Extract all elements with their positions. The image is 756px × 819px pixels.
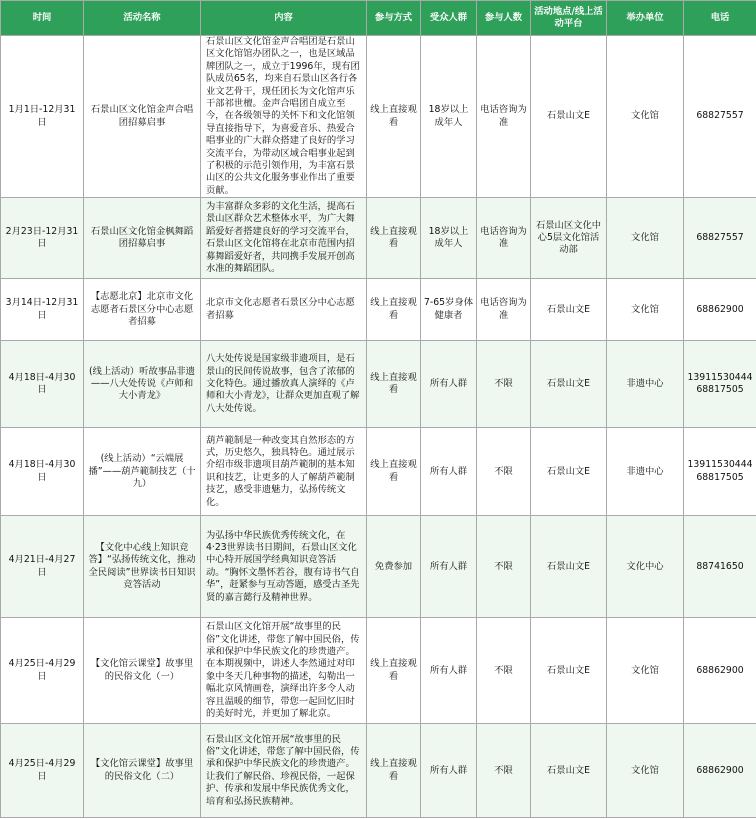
table-row xyxy=(1,724,756,818)
cell-participant-count: 不限 xyxy=(477,428,531,516)
cell-time: 4月18日-4月30日 xyxy=(1,341,84,428)
cell-content: 八大处传说是国家级非遗项目，是石景山的民间传说故事，包含了浓郁的文化特色。通过播放真人演绎的《卢师和大小青龙》，让群众更加直观了解八大处传说。 xyxy=(201,341,367,428)
cell-participation-method: 线上直接观看 xyxy=(367,279,421,341)
cell-location-platform: 石景山文E xyxy=(531,516,607,618)
cell-organizer: 文化馆 xyxy=(607,198,684,279)
cell-time: 2月23日-12月31日 xyxy=(1,198,84,279)
cell-activity-name: (线上活动）“云端展播”——葫芦範制技艺（十九） xyxy=(84,428,201,516)
cell-participant-count: 电话咨询为准 xyxy=(477,198,531,279)
cell-participation-method: 线上直接观看 xyxy=(367,618,421,724)
cell-location-platform: 石景山文E xyxy=(531,279,607,341)
cell-participation-method: 线上直接观看 xyxy=(367,36,421,198)
table-row xyxy=(1,618,756,724)
cell-time: 4月18日-4月30日 xyxy=(1,428,84,516)
cell-activity-name: 【文化中心线上知识竞答】“弘扬传统文化，推动全民阅读”世界读书日知识竞答活动 xyxy=(84,516,201,618)
cell-time: 4月21日-4月27日 xyxy=(1,516,84,618)
table-row xyxy=(1,279,756,341)
header-content: 内容 xyxy=(201,1,367,36)
table-row xyxy=(1,516,756,618)
cell-location-platform: 石景山文E xyxy=(531,341,607,428)
cell-content: 为弘扬中华民族优秀传统文化，在4·23世界读书日期间，石景山区文化中心特开展国学经典知识竞答活动。“胸怀文墨怀若谷，腹有诗书气自华”，赶紧参与互动答题，感受古圣先贤的嘉言懿行及精神世界。 xyxy=(201,516,367,618)
cell-location-platform: 石景山文E xyxy=(531,428,607,516)
header-organizer: 举办单位 xyxy=(607,1,684,36)
table-row xyxy=(1,428,756,516)
table-header-row xyxy=(1,1,756,36)
cell-audience: 所有人群 xyxy=(421,724,477,818)
cell-phone: 13911530444 68817505 xyxy=(684,428,756,516)
header-participation-method: 参与方式 xyxy=(367,1,421,36)
cell-content: 葫芦範制是一种改变其自然形态的方式，历史悠久，独具特色。通过展示介绍市级非遗项目葫芦範制的基本知识和技艺，让更多的人了解葫芦範制技艺，感受非遗魅力，弘扬传统文化。 xyxy=(201,428,367,516)
cell-organizer: 非遗中心 xyxy=(607,341,684,428)
cell-participant-count: 不限 xyxy=(477,724,531,818)
cell-phone: 68827557 xyxy=(684,198,756,279)
cell-activity-name: 【文化馆云课堂】故事里的民俗文化（一） xyxy=(84,618,201,724)
cell-activity-name: 石景山区文化馆金声合唱团招募启事 xyxy=(84,36,201,198)
cell-organizer: 文化馆 xyxy=(607,724,684,818)
cell-location-platform: 石景山文E xyxy=(531,36,607,198)
cell-phone: 13911530444 68817505 xyxy=(684,341,756,428)
cell-location-platform: 石景山文E xyxy=(531,724,607,818)
cell-audience: 所有人群 xyxy=(421,341,477,428)
cell-organizer: 文化中心 xyxy=(607,516,684,618)
cell-audience: 18岁以上成年人 xyxy=(421,198,477,279)
cell-phone: 68862900 xyxy=(684,279,756,341)
header-time: 时间 xyxy=(1,1,84,36)
cell-participation-method: 线上直接观看 xyxy=(367,198,421,279)
cell-participant-count: 电话咨询为准 xyxy=(477,36,531,198)
cell-time: 4月25日-4月29日 xyxy=(1,618,84,724)
header-participant-count: 参与人数 xyxy=(477,1,531,36)
cell-participation-method: 线上直接观看 xyxy=(367,428,421,516)
cell-content: 石景山区文化馆金声合唱团是石景山区文化馆馆办团队之一，也是区域品牌团队之一，成立于1996年，现有团队成员65名，均来自石景山区各行各业文艺骨干，现任团长为文化馆声乐干部祁世檀。金声合唱团自成立至今，在各级领导的关怀下和文化馆领导直接指导下，为喜爱音乐、热爱合唱事业的广大群众搭建了良好的学习交流平台，为带动区域合唱事业起到了积极的示范引领作用，为丰富石景山区的公共文化服务事业作出了重要贡献。 xyxy=(201,36,367,198)
cell-audience: 18岁以上成年人 xyxy=(421,36,477,198)
cell-activity-name: 【志愿北京】北京市文化志愿者石景区分中心志愿者招募 xyxy=(84,279,201,341)
cell-content: 石景山区文化馆开展“故事里的民俗”文化讲述，带您了解中国民俗，传承和保护中华民族文化的珍贵遗产。在本期视频中，讲述人李然通过对印象中冬天几种事物的描述，勾勒出一幅北京风情画卷，演绎出许多令人动容且温暖的细节，带您一起回忆旧时的美好时光，并更加了解北京。 xyxy=(201,618,367,724)
cell-content: 北京市文化志愿者石景区分中心志愿者招募 xyxy=(201,279,367,341)
cell-phone: 88741650 xyxy=(684,516,756,618)
cell-participant-count: 不限 xyxy=(477,618,531,724)
header-audience: 受众人群 xyxy=(421,1,477,36)
header-activity-name: 活动名称 xyxy=(84,1,201,36)
cell-organizer: 文化馆 xyxy=(607,36,684,198)
header-location-platform: 活动地点/线上活动平台 xyxy=(531,1,607,36)
cell-location-platform: 石景山区文化中心5层文化馆活动部 xyxy=(531,198,607,279)
cell-organizer: 文化馆 xyxy=(607,618,684,724)
cell-audience: 所有人群 xyxy=(421,618,477,724)
cell-audience: 所有人群 xyxy=(421,516,477,618)
cell-organizer: 非遗中心 xyxy=(607,428,684,516)
header-phone: 电话 xyxy=(684,1,756,36)
cell-phone: 68827557 xyxy=(684,36,756,198)
cell-activity-name: 【文化馆云课堂】故事里的民俗文化（二） xyxy=(84,724,201,818)
cell-activity-name: 石景山区文化馆金枫舞蹈团招募启事 xyxy=(84,198,201,279)
table-row xyxy=(1,198,756,279)
cell-participant-count: 电话咨询为准 xyxy=(477,279,531,341)
cell-audience: 所有人群 xyxy=(421,428,477,516)
cell-time: 3月14日-12月31日 xyxy=(1,279,84,341)
cell-participant-count: 不限 xyxy=(477,516,531,618)
cell-participation-method: 线上直接观看 xyxy=(367,724,421,818)
cell-content: 石景山区文化馆开展“故事里的民俗”文化讲述，带您了解中国民俗，传承和保护中华民族文化的珍贵遗产。让我们了解民俗、珍视民俗，一起保护、传承和发展中华民族优秀文化，培育和弘扬民族精神。 xyxy=(201,724,367,818)
cell-participation-method: 免费参加 xyxy=(367,516,421,618)
cell-organizer: 文化馆 xyxy=(607,279,684,341)
cell-participant-count: 不限 xyxy=(477,341,531,428)
table-row xyxy=(1,341,756,428)
cell-audience: 7-65岁身体健康者 xyxy=(421,279,477,341)
table-row xyxy=(1,36,756,198)
cell-time: 4月25日-4月29日 xyxy=(1,724,84,818)
cell-participation-method: 线上直接观看 xyxy=(367,341,421,428)
cell-phone: 68862900 xyxy=(684,724,756,818)
cell-activity-name: (线上活动）听故事品非遗——八大处传说《卢师和大小青龙》 xyxy=(84,341,201,428)
cell-content: 为丰富群众多彩的文化生活，提高石景山区群众艺术整体水平，为广大舞蹈爱好者搭建良好的学习交流平台，石景山区文化馆将在北京市范围内招募舞蹈爱好者，共同携手发展开创高水准的舞蹈团队。 xyxy=(201,198,367,279)
cell-phone: 68862900 xyxy=(684,618,756,724)
cell-time: 1月1日-12月31日 xyxy=(1,36,84,198)
cell-location-platform: 石景山文E xyxy=(531,618,607,724)
